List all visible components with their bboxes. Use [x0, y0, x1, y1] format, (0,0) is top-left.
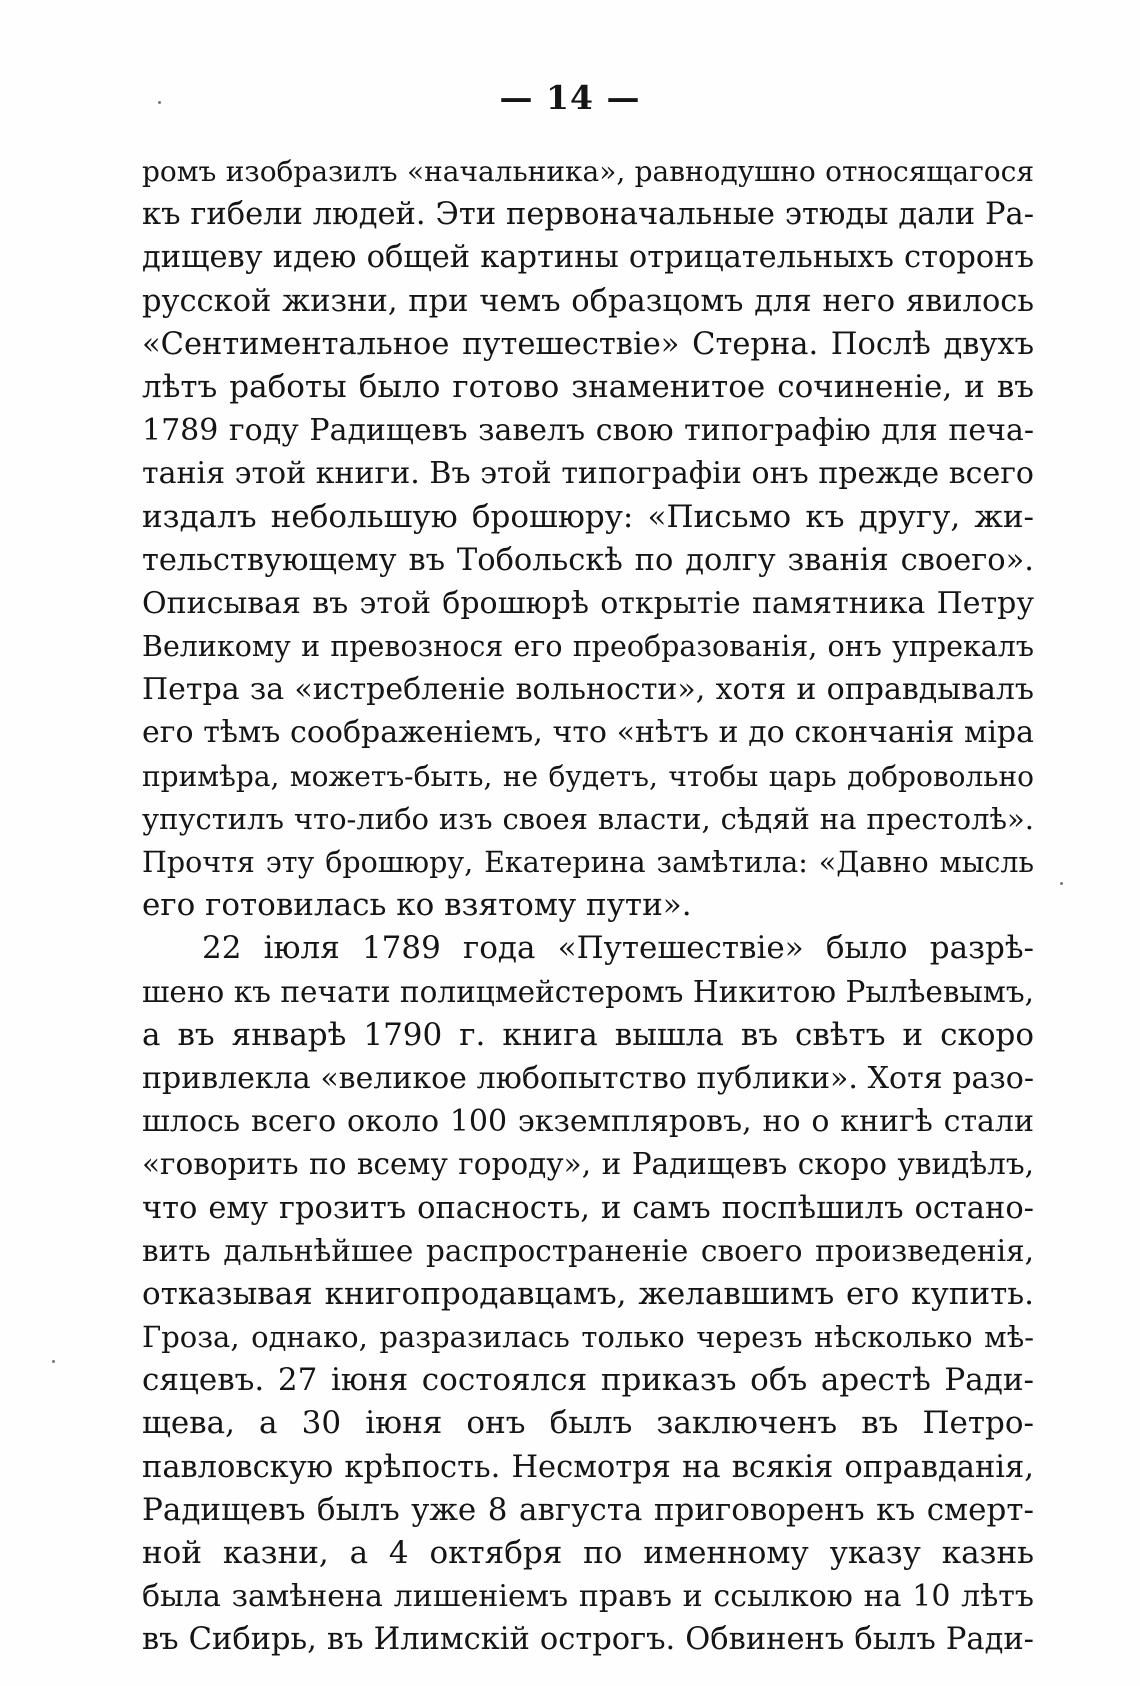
text-line: Прочтя эту брошюру, Екатерина замѣтила: «Давно мысль [142, 846, 1034, 879]
text-line: въ Сибирь, въ Илимскій острогъ. Обвиненъ былъ Ради- [142, 1622, 1034, 1658]
text-line: павловскую крѣпость. Несмотря на всякія оправданія, [142, 1449, 1034, 1485]
text-line: его тѣмъ соображеніемъ, что «нѣтъ и до скончанія міра [142, 715, 1034, 751]
scan-speck [1060, 882, 1063, 885]
text-line: Описывая въ этой брошюрѣ открытіе памятника Петру [142, 585, 1034, 621]
text-line: дищеву идею общей картины отрицательныхъ сторонъ [142, 240, 1034, 276]
text-line: ной казни, а 4 октября по именному указу казнь [142, 1535, 1034, 1571]
text-line: тельствующему въ Тобольскѣ по долгу званія своего». [142, 542, 1034, 578]
paragraph-1 [142, 150, 1034, 927]
text-line: Гроза, однако, разразилась только черезъ нѣсколько мѣ- [142, 1320, 1034, 1355]
text-line: его готовилась ко взятому пути». [142, 887, 692, 924]
text-line: что ему грозитъ опасность, и самъ поспѣшилъ остано- [142, 1190, 1034, 1226]
text-line: ромъ изобразилъ «начальника», равнодушно относящагося [142, 155, 1034, 188]
text-line: примѣра, можетъ-быть, не будетъ, чтобы царь добровольно [142, 759, 1034, 793]
text-line: а въ январѣ 1790 г. книга вышла въ свѣтъ и скоро [142, 1016, 1034, 1053]
text-line: къ гибели людей. Эти первоначальные этюды дали Ра- [142, 197, 1034, 233]
text-line: издалъ небольшую брошюру: «Письмо къ другу, жи- [142, 498, 1034, 535]
text-line: сяцевъ. 27 іюня состоялся приказъ объ арестѣ Ради- [142, 1362, 1034, 1399]
text-line: 22 іюля 1789 года «Путешествіе» было разрѣ- [202, 930, 1034, 967]
text-line: привлекла «великое любопытство публики». Хотя разо- [142, 1060, 1034, 1096]
paragraph-2 [142, 927, 1034, 1661]
text-line: была замѣнена лишеніемъ правъ и ссылкою на 10 лѣтъ [142, 1579, 1034, 1615]
text-line: шлось всего около 100 экземпляровъ, но о книгѣ стали [142, 1104, 1034, 1140]
text-line: «Сентиментальное путешествіе» Стерна. Послѣ двухъ [142, 326, 1034, 362]
text-line: шено къ печати полицмейстеромъ Никитою Рылѣевымъ, [142, 974, 1034, 1009]
text-line: лѣтъ работы было готово знаменитое сочиненіе, и въ [142, 368, 1034, 405]
body-text [142, 150, 1034, 1662]
text-line: упустилъ что-либо изъ своея власти, сѣдяй на престолѣ». [142, 801, 1034, 836]
text-line: отказывая книгопродавцамъ, желавшимъ его купить. [142, 1275, 1034, 1312]
text-line: танія этой книги. Въ этой типографіи онъ прежде всего [142, 456, 1034, 492]
scan-speck [52, 1360, 55, 1363]
text-line: Петра за «истребленіе вольности», хотя и оправдывалъ [142, 672, 1034, 708]
text-line: русской жизни, при чемъ образцомъ для него явилось [142, 283, 1034, 319]
text-line: щева, а 30 іюня онъ былъ заключенъ въ Петро- [142, 1405, 1034, 1442]
text-line: Радищевъ былъ уже 8 августа приговоренъ къ смерт- [142, 1491, 1034, 1528]
text-line: «говорить по всему городу», и Радищевъ скоро увидѣлъ, [142, 1147, 1034, 1182]
text-line: Великому и превознося его преобразованія, онъ упрекалъ [142, 630, 1034, 664]
page-number: — 14 — [499, 78, 641, 117]
text-line: 1789 году Радищевъ завелъ свою типографію для печа- [142, 413, 1034, 449]
text-line: вить дальнѣйшее распространеніе своего произведенія, [142, 1233, 1034, 1268]
